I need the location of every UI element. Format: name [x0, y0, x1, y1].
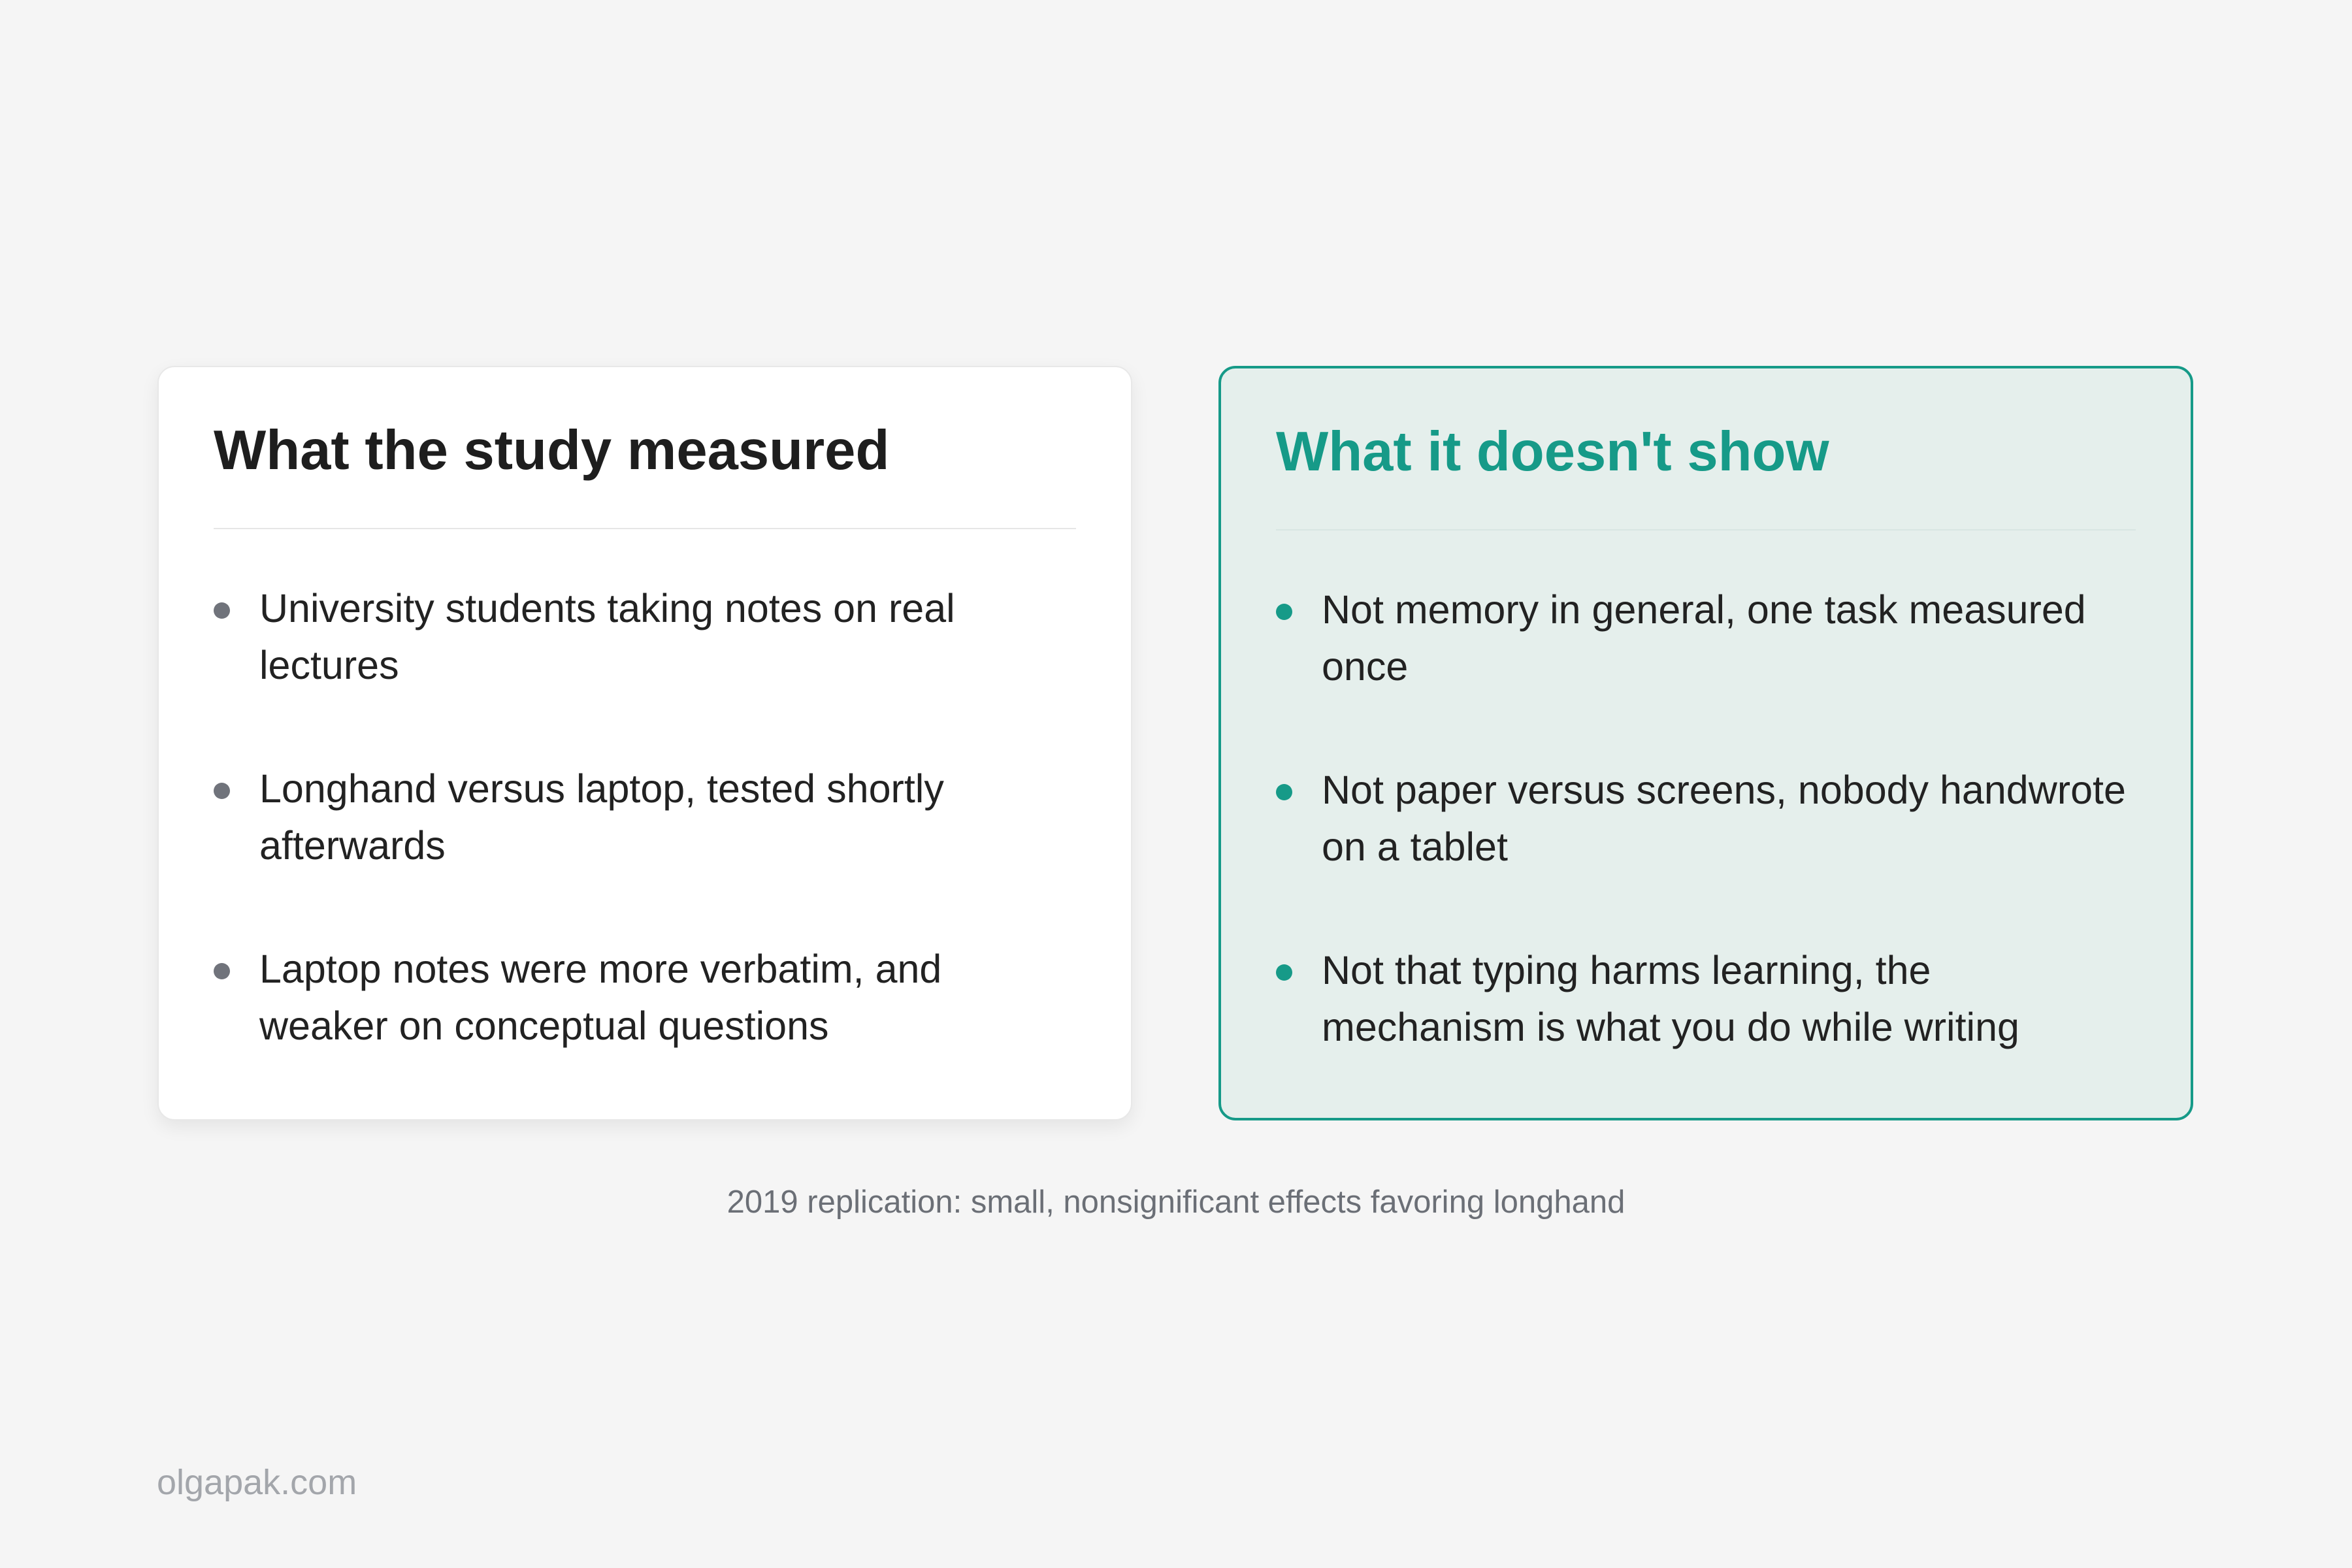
study-measured-card — [157, 366, 1132, 1120]
bullet-icon — [1276, 784, 1292, 800]
list-item-text: Laptop notes were more verbatim, and weaker on conceptual questions — [259, 947, 942, 1048]
list-item — [1276, 942, 2136, 1056]
list-item — [214, 580, 1076, 694]
study-measured-list — [214, 580, 1076, 1054]
list-item-text: Longhand versus laptop, tested shortly afterwards — [259, 766, 944, 868]
list-item — [214, 941, 1076, 1054]
doesnt-show-list — [1276, 581, 2136, 1056]
site-brand: olgapak.com — [157, 1463, 357, 1502]
list-item-text: Not that typing harms learning, the mechanism is what you do while writing — [1322, 948, 2019, 1049]
card-divider — [214, 528, 1076, 529]
list-item-text: Not paper versus screens, nobody handwrote on a tablet — [1322, 768, 2126, 869]
bullet-icon — [1276, 964, 1292, 981]
list-item — [1276, 581, 2136, 695]
list-item-text: University students taking notes on real lectures — [259, 586, 955, 687]
bullet-icon — [214, 602, 230, 619]
list-item — [1276, 762, 2136, 875]
study-measured-title: What the study measured — [214, 419, 890, 482]
list-item-text: Not memory in general, one task measured once — [1322, 587, 2086, 689]
bullet-icon — [214, 963, 230, 979]
replication-caption: 2019 replication: small, nonsignificant effects favoring longhand — [727, 1184, 1625, 1220]
bullet-icon — [214, 783, 230, 799]
doesnt-show-title: What it doesn't show — [1276, 421, 1829, 483]
doesnt-show-card — [1218, 366, 2193, 1120]
bullet-icon — [1276, 604, 1292, 620]
card-divider — [1276, 529, 2136, 531]
list-item — [214, 760, 1076, 874]
